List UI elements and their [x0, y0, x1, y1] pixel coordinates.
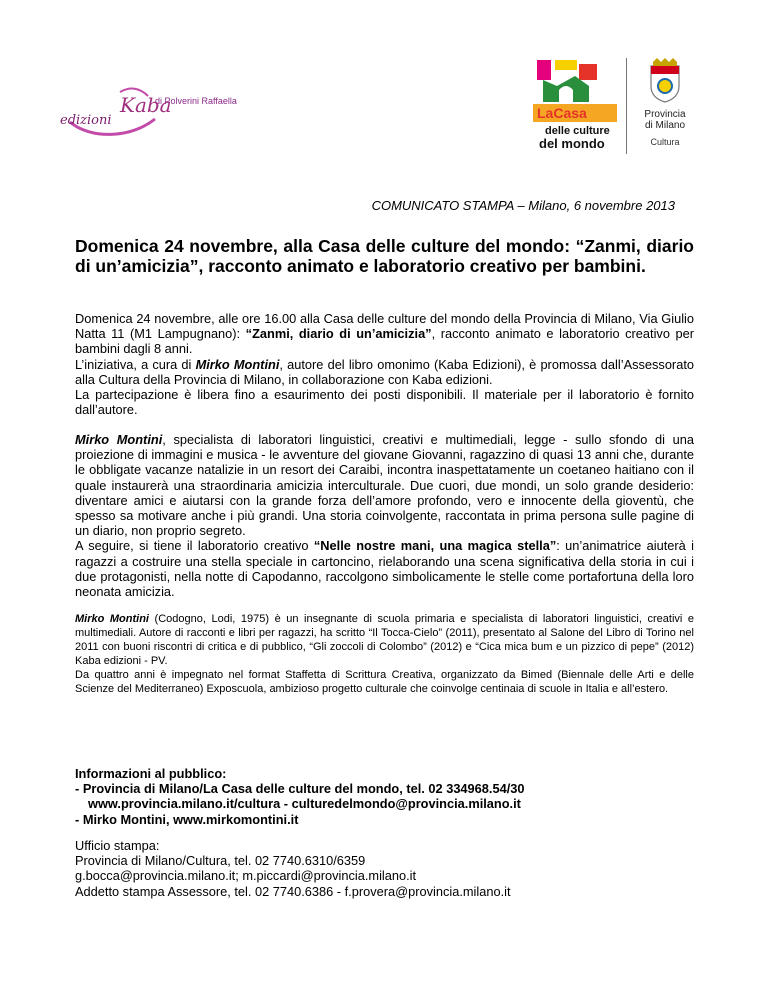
- author-name: Mirko Montini: [195, 356, 280, 372]
- bio-p1-text: (Codogno, Lodi, 1975) è un insegnante di scuola primaria e specialista di laboratori linguistici, creativi e multimediali. Autore di racconti e libri per ragazzi, ha scritto “Il Tocca-Cielo” (2011), presentato al Salone del Libro di Torino nel 2011 con buoni riscontri di critica e di pubblico, “Gli zoccoli di Colombo” (2012) e “Cica mica bum e un pizzico di pepe” (2012) Kaba edizioni - PV.: [75, 613, 695, 667]
- intro-paragraph-1: [75, 311, 694, 357]
- kaba-edizioni-logo: [60, 84, 290, 144]
- event-title: “Zanmi, diario di un’amicizia”: [245, 326, 432, 342]
- press-office-line-2: g.bocca@provincia.milano.it; m.piccardi@provincia.milano.it: [75, 868, 417, 884]
- public-info-line-3: - Mirko Montini, www.mirkomontini.it: [75, 811, 299, 827]
- body-block: [75, 432, 694, 599]
- intro-p1-text-b: , racconto animato e laboratorio creativo per bambini dagli 8 anni.: [75, 326, 694, 357]
- svg-text:delle culture: delle culture: [545, 125, 610, 137]
- press-release-dateline: COMUNICATO STAMPA – Milano, 6 novembre 2013: [371, 198, 675, 213]
- headline: Domenica 24 novembre, alla Casa delle culture del mondo: “Zanmi, diario di un’amicizia”, racconto animato e laboratorio creativo per bambini.: [75, 236, 694, 276]
- author-name: Mirko Montini: [75, 613, 149, 625]
- press-office-block: [75, 838, 694, 899]
- logo-divider: [626, 58, 627, 154]
- provincia-di-milano-logo: [630, 58, 700, 158]
- svg-text:di Polverini Raffaella: di Polverini Raffaella: [155, 96, 237, 106]
- public-info-line-1: - Provincia di Milano/La Casa delle culture del mondo, tel. 02 334968.54/30: [75, 781, 525, 797]
- intro-p2-text-b: , autore del libro omonimo (Kaba Edizioni), è promossa dall’Assessorato alla Cultura della Provincia di Milano, in collaborazione con Kaba edizioni.: [75, 356, 694, 387]
- bio-paragraph-2: Da quattro anni è impegnato nel format Staffetta di Scrittura Creativa, organizzato da Bimed (Biennale delle Arti e delle Scienze del Mediterraneo) Exposcuola, ambizioso progetto culturale che coinvolge centinaia di scuole in Italia e all’estero.: [75, 669, 694, 695]
- provincia-coat-of-arms-icon: [645, 58, 685, 104]
- press-office-line-1: Provincia di Milano/Cultura, tel. 02 7740.6310/6359: [75, 853, 366, 869]
- body-p2-text-b: : un’animatrice aiuterà i ragazzi a costruire una stella speciale in cartoncino, rielaborando una scena significativa della storia in cui i due protagonisti, nella notte di Capodanno, raccolgono simbolicamente le stelle come portafortuna della loro neonata amicizia.: [75, 538, 694, 600]
- provincia-logo-line2: di Milano: [644, 120, 686, 131]
- bio-paragraph-1: [75, 612, 694, 668]
- svg-text:Kaba: Kaba: [120, 93, 172, 117]
- body-p2-text-a: A seguire, si tiene il laboratorio creativo: [75, 538, 314, 554]
- svg-text:del mondo: del mondo: [539, 136, 605, 151]
- body-paragraph-1: [75, 432, 694, 538]
- public-info-title: Informazioni al pubblico:: [75, 766, 227, 781]
- author-name: Mirko Montini: [75, 432, 163, 447]
- provincia-logo-line1: Provincia: [644, 109, 686, 120]
- la-casa-delle-culture-logo: [529, 58, 619, 158]
- press-office-title: Ufficio stampa:: [75, 838, 160, 853]
- svg-text:LaCasa: LaCasa: [537, 105, 587, 121]
- workshop-title: “Nelle nostre mani, una magica stella”: [313, 538, 557, 554]
- intro-p1-text-a: Domenica 24 novembre, alle ore 16.00 alla Casa delle culture del mondo della Provincia di Milano, Via Giulio Natta 11 (M1 Lampugnano):: [75, 311, 694, 342]
- body-paragraph-2: [75, 538, 694, 599]
- public-info-line-2: www.provincia.milano.it/cultura - culturedelmondo@provincia.milano.it: [88, 796, 521, 812]
- public-info-block: [75, 766, 694, 827]
- svg-text:edizioni: edizioni: [60, 113, 112, 128]
- press-office-line-3: Addetto stampa Assessore, tel. 02 7740.6386 - f.provera@provincia.milano.it: [75, 883, 511, 899]
- bio-block: [75, 612, 694, 696]
- body-p1-text: , specialista di laboratori linguistici, creativi e multimediali, legge - sullo sfondo di una proiezione di immagini e musica - le avventure del giovane Giovanni, ragazzino di quasi 13 anni che, durante le obbligate vacanze natalizie in un resort dei Caraibi, incontra inaspettatamente un coetaneo haitiano con il quale instaurerà una straordinaria amicizia interculturale. Due cuori, due mondi, un solo grande desiderio: diventare amici e aiutarsi con la grande forza dell’amore profondo, vero e innocente della gioventù, che spesso sa motivare anche i più grandi. Una storia coinvolgente, raccontata in prima persona sulle pagine di un diario, non proprio segreto.: [75, 432, 694, 539]
- intro-paragraph-3: La partecipazione è libera fino a esaurimento dei posti disponibili. Il materiale per il laboratorio è fornito dall’autore.: [75, 387, 694, 418]
- provincia-logo-line3: Cultura: [650, 137, 680, 147]
- intro-paragraph-2: [75, 357, 694, 387]
- intro-block: [75, 311, 694, 417]
- intro-p2-text-a: L’iniziativa, a cura di: [75, 356, 196, 372]
